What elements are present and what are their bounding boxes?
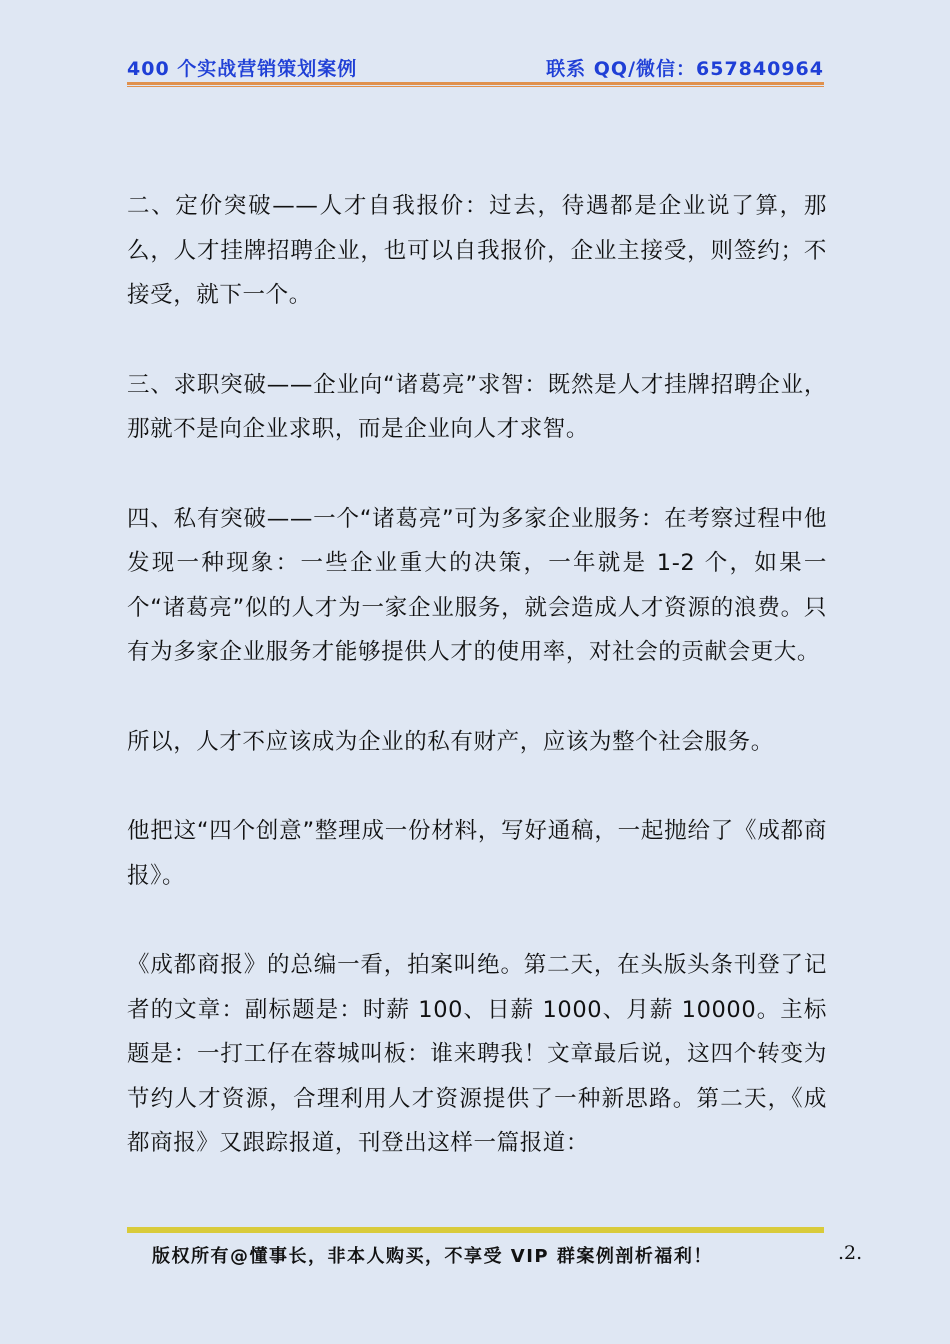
document-body [127,184,827,1211]
footer-copyright: 版权所有@懂事长，非本人购买，不享受 VIP 群案例剖析福利！ [152,1246,713,1267]
header-divider [127,82,824,85]
page-number: .2. [838,1242,863,1264]
page-header [127,52,824,82]
paragraph-newspaper: 《成都商报》的总编一看，拍案叫绝。第二天，在头版头条刊登了记者的文章：副标题是：时薪 100、日薪 1000、月薪 10000。主标题是：一打工仔在蓉城叫板：谁来聘我！文章最后说，这四个转变为节约人才资源，合理利用人才资源提供了一种新思路。第二天，《成都商报》又跟踪报道，刊登出这样一篇报道： [127,952,827,1156]
paragraph-job-seeking: 三、求职突破——企业向“诸葛亮”求智：既然是人才挂牌招聘企业，那就不是向企业求职，而是企业向人才求智。 [127,371,827,442]
paragraph-conclusion: 所以，人才不应该成为企业的私有财产，应该为整个社会服务。 [127,728,774,755]
paragraph-pricing: 二、定价突破——人才自我报价：过去，待遇都是企业说了算，那么，人才挂牌招聘企业，也可以自我报价，企业主接受，则签约；不接受，就下一个。 [127,193,827,308]
header-divider-thin [127,86,824,87]
paragraph-materials: 他把这“四个创意”整理成一份材料，写好通稿，一起抛给了《成都商报》。 [127,818,827,889]
footer-divider [127,1227,824,1233]
header-title: 400 个实战营销策划案例 [127,58,358,80]
paragraph-private: 四、私有突破——一个“诸葛亮”可为多家企业服务：在考察过程中他发现一种现象：一些企业重大的决策，一年就是 1-2 个，如果一个“诸葛亮”似的人才为一家企业服务，就会造成人才资源的浪费。只有为多家企业服务才能够提供人才的使用率，对社会的贡献会更大。 [127,505,827,665]
header-contact: 联系 QQ/微信：657840964 [546,58,824,80]
